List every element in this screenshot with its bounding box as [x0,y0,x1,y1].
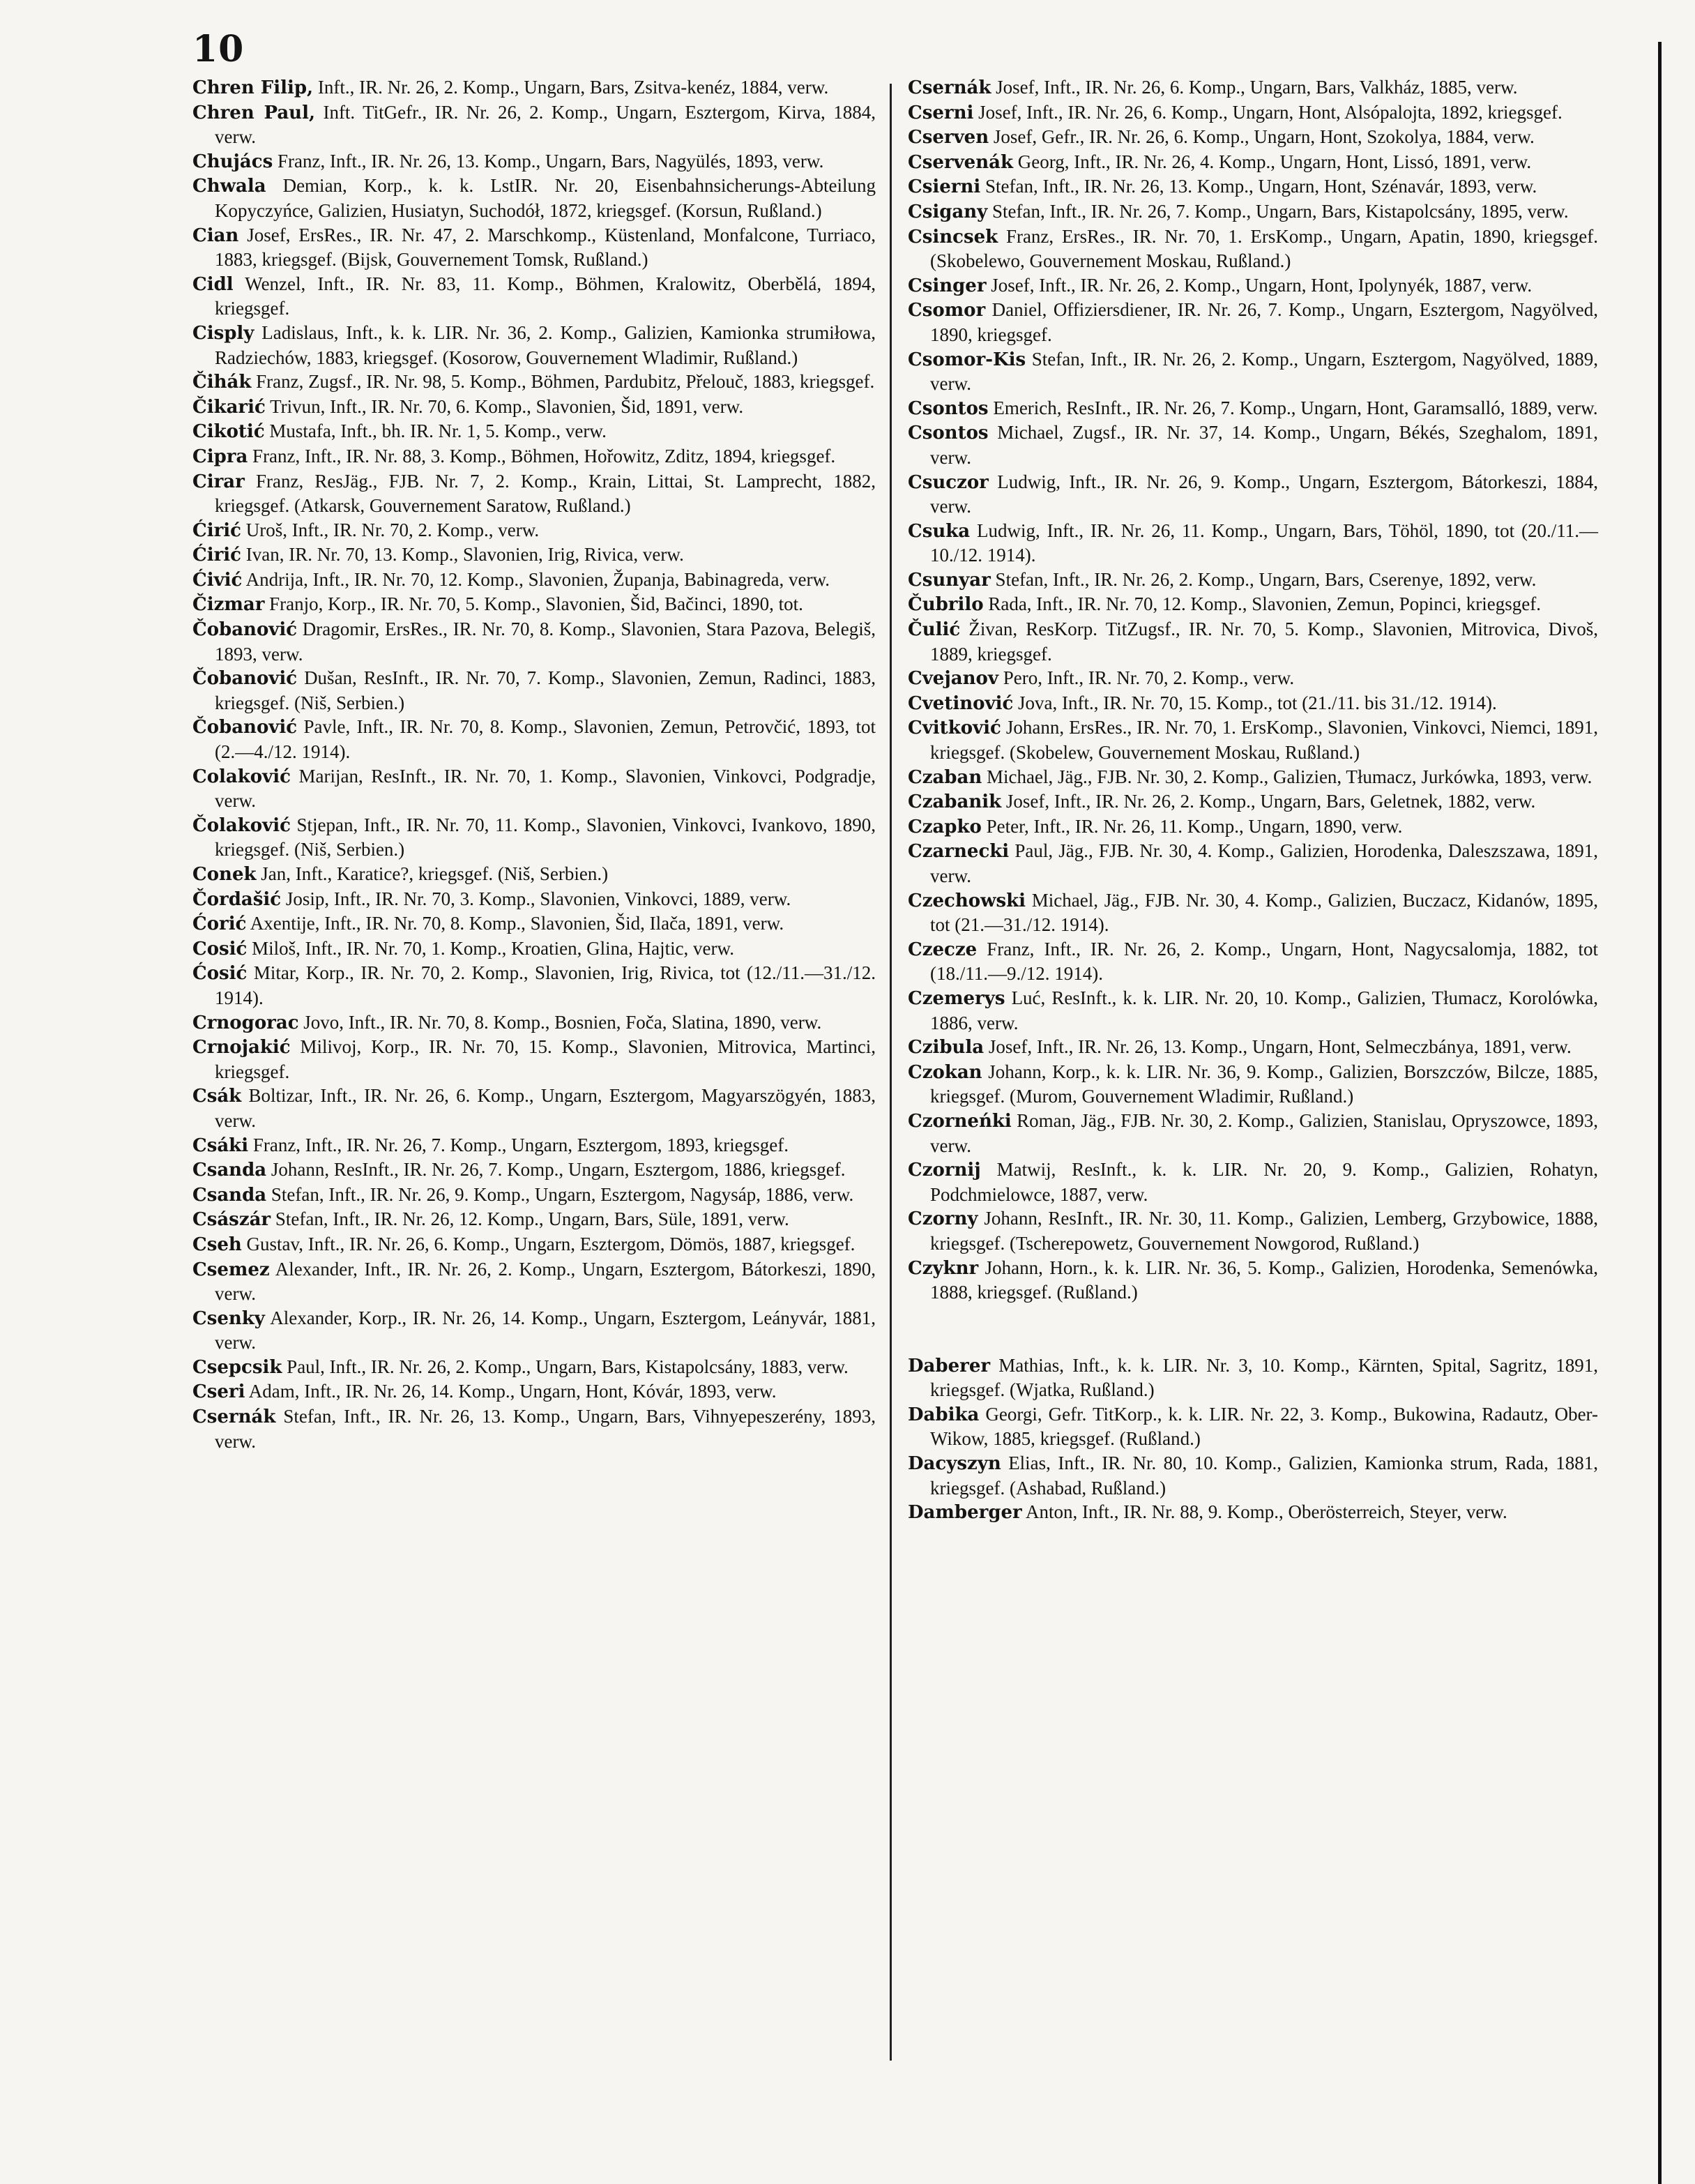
entry-details: Stefan, Inft., IR. Nr. 26, 9. Komp., Ungarn, Esztergom, Nagysáp, 1886, verw. [271,1183,854,1205]
casualty-entry [908,125,1598,150]
casualty-entry [908,666,1598,691]
casualty-entry [908,519,1598,568]
entry-details: Johann, ResInft., IR. Nr. 30, 11. Komp., Galizien, Lemberg, Grzybowice, 1888, kriegsgef. (Tscherepowetz, Gouvernement Nowgorod, Rußland.) [930,1208,1598,1254]
entry-name: Ćosić [192,963,248,985]
entry-name: Dabika [908,1404,980,1425]
casualty-entry [192,617,876,666]
casualty-entry [908,1353,1598,1402]
entry-details: Franz, Inft., IR. Nr. 26, 13. Komp., Ungarn, Bars, Nagyülés, 1893, verw. [277,150,824,172]
entry-name: Czorneńki [908,1110,1012,1132]
entry-name: Czecze [908,939,978,960]
entry-details: Matwij, ResInft., k. k. LIR. Nr. 20, 9. Komp., Galizien, Rohatyn, Podchmielowce, 1887, verw. [930,1159,1599,1205]
entry-details: Franz, Inft., IR. Nr. 88, 3. Komp., Böhmen, Hořowitz, Zditz, 1894, kriegsgef. [252,445,836,467]
entry-details: Inft., IR. Nr. 26, 2. Komp., Ungarn, Bars, Zsitva-kenéz, 1884, verw. [317,77,829,98]
entry-name: Czornij [908,1160,981,1181]
entry-name: Cseri [192,1381,245,1403]
casualty-entry [192,961,876,1010]
entry-name: Csomor [908,300,986,321]
casualty-entry [192,149,876,174]
casualty-entry [908,789,1598,814]
entry-details: Jova, Inft., IR. Nr. 70, 15. Komp., tot (21./11. bis 31./12. 1914). [1018,692,1497,713]
casualty-entry [192,223,876,272]
entry-details: Roman, Jäg., FJB. Nr. 30, 2. Komp., Galizien, Stanislau, Opryszowce, 1893, verw. [930,1109,1598,1156]
casualty-entry [908,715,1598,764]
casualty-entry [192,272,876,321]
casualty-entry [908,100,1598,126]
casualty-entry [192,395,876,420]
casualty-entry [192,543,876,568]
entry-name: Czarnecki [908,841,1010,863]
entry-details: Elias, Inft., IR. Nr. 80, 10. Komp., Galizien, Kamionka strum, Rada, 1881, kriegsgef. (Ashabad, Rußland.) [930,1453,1599,1499]
entry-name: Cikotić [192,421,265,443]
casualty-entry [908,691,1598,716]
entry-name: Chujács [192,151,273,172]
casualty-entry [908,199,1598,225]
section-gap [908,1305,1598,1353]
casualty-entry [908,986,1598,1035]
casualty-entry [192,518,876,543]
entry-name: Cirar [192,471,245,492]
entry-name: Csanda [192,1184,267,1206]
casualty-entry [908,1206,1598,1255]
casualty-entry [192,1133,876,1158]
entry-name: Cseh [192,1234,242,1255]
casualty-entry [192,444,876,469]
entry-details: Josef, Inft., IR. Nr. 26, 2. Komp., Ungarn, Hont, Ipolynyék, 1887, verw. [991,274,1533,296]
casualty-entry [192,1257,876,1306]
page-edge-line [1658,42,1662,2184]
casualty-entry [908,592,1598,617]
casualty-entry [192,911,876,936]
casualty-entry [908,420,1598,469]
entry-name: Cipra [192,446,248,467]
entry-details: Jan, Inft., Karatice?, kriegsgef. (Niš, Serbien.) [261,863,609,884]
entry-name: Cserven [908,127,989,149]
entry-name: Csincsek [908,226,998,248]
entry-name: Cvejanov [908,668,998,690]
entry-name: Csierni [908,176,981,198]
casualty-entry [908,1256,1598,1305]
casualty-entry [192,1035,876,1084]
entry-details: Dragomir, ErsRes., IR. Nr. 70, 8. Komp., Slavonien, Stara Pazova, Belegiš, 1893, verw. [215,619,876,665]
entry-details: Alexander, Korp., IR. Nr. 26, 14. Komp., Ungarn, Esztergom, Leányvár, 1881, verw. [215,1307,876,1353]
entry-name: Czibula [908,1037,985,1059]
entry-details: Georgi, Gefr. TitKorp., k. k. LIR. Nr. 22, 3. Komp., Bukowina, Radautz, Ober-Wikow, 1885, kriegsgef. (Rußland.) [930,1403,1598,1450]
entry-name: Čubrilo [908,594,984,616]
entry-details: Franjo, Korp., IR. Nr. 70, 5. Komp., Slavonien, Šid, Bačinci, 1890, tot. [269,593,803,615]
entry-details: Živan, ResKorp. TitZugsf., IR. Nr. 70, 5. Komp., Slavonien, Mitrovica, Divoš, 1889, kriegsgef. [930,619,1599,665]
entry-details: Peter, Inft., IR. Nr. 26, 11. Komp., Ungarn, 1890, verw. [986,815,1403,837]
entry-details: Stefan, Inft., IR. Nr. 26, 13. Komp., Ungarn, Bars, Vihnyepeszerény, 1893, verw. [215,1406,876,1452]
entry-name: Czechowski [908,890,1026,911]
entry-name: Csinger [908,275,987,296]
entry-name: Csenky [192,1307,265,1329]
entry-name: Ćorić [192,913,247,935]
entry-name: Ćirić [192,545,241,566]
entry-name: Čikarić [192,396,266,418]
entry-name: Cservenák [908,151,1013,173]
entry-details: Uroš, Inft., IR. Nr. 70, 2. Komp., verw. [245,519,540,540]
casualty-entry [192,666,876,715]
entry-name: Czyknr [908,1257,979,1279]
casualty-entry [192,1183,876,1208]
entry-details: Ludwig, Inft., IR. Nr. 26, 9. Komp., Ungarn, Esztergom, Bátorkeszi, 1884, verw. [930,471,1599,517]
entry-name: Császár [192,1209,271,1231]
entry-details: Pavle, Inft., IR. Nr. 70, 8. Komp., Slavonien, Zemun, Petrovčić, 1893, tot (2.—4./12. 1914). [215,716,876,763]
casualty-entry [908,298,1598,347]
casualty-entry [192,1084,876,1132]
casualty-entry [908,839,1598,888]
casualty-entry [192,370,876,395]
entry-name: Damberger [908,1502,1022,1524]
entry-details: Ludwig, Inft., IR. Nr. 26, 11. Komp., Ungarn, Bars, Töhöl, 1890, tot (20./11.—10./12. 1914). [930,520,1598,566]
page-number: 10 [192,28,245,70]
entry-name: Cidl [192,273,234,295]
left-column [192,75,876,1453]
entry-details: Milivoj, Korp., IR. Nr. 70, 15. Komp., Slavonien, Mitrovica, Martinci, kriegsgef. [215,1036,876,1082]
entry-details: Axentije, Inft., IR. Nr. 70, 8. Komp., Slavonien, Šid, Ilača, 1891, verw. [250,913,784,934]
entry-details: Josef, Inft., IR. Nr. 26, 6. Komp., Ungarn, Hont, Alsópalojta, 1892, kriegsgef. [978,101,1563,123]
entry-name: Čordašić [192,888,282,910]
right-column [908,75,1598,1525]
entry-name: Czemerys [908,987,1005,1009]
entry-details: Marijan, ResInft., IR. Nr. 70, 1. Komp., Slavonien, Vinkovci, Podgradje, verw. [215,765,876,812]
entry-details: Inft. TitGefr., IR. Nr. 26, 2. Komp., Ungarn, Esztergom, Kirva, 1884, verw. [215,101,876,148]
entry-details: Franz, ErsRes., IR. Nr. 70, 1. ErsKomp., Ungarn, Apatin, 1890, kriegsgef. (Skobelewo, Gouvernement Moskau, Rußland.) [930,225,1598,272]
entry-details: Adam, Inft., IR. Nr. 26, 14. Komp., Ungarn, Hont, Kóvár, 1893, verw. [248,1381,777,1402]
casualty-entry [908,174,1598,199]
entry-name: Čobanović [192,717,298,738]
entry-details: Ladislaus, Inft., k. k. LIR. Nr. 36, 2. Komp., Galizien, Kamionka strumiłowa, Radziechów, 1883, kriegsgef. (Kosorow, Gouvernement Wladimir, Rußland.) [215,321,876,368]
entry-name: Dacyszyn [908,1453,1001,1475]
entry-name: Conek [192,864,257,885]
entry-details: Josef, Inft., IR. Nr. 26, 13. Komp., Ungarn, Hont, Selmeczbánya, 1891, verw. [988,1036,1572,1058]
entry-details: Stjepan, Inft., IR. Nr. 70, 11. Komp., Slavonien, Vinkovci, Ivankovo, 1890, kriegsgef. (Niš, Serbien.) [215,814,876,860]
entry-name: Čobanović [192,619,298,641]
entry-details: Luć, ResInft., k. k. LIR. Nr. 20, 10. Komp., Galizien, Tłumacz, Korolówka, 1886, verw. [930,987,1599,1033]
casualty-entry [192,469,876,518]
casualty-entry [908,1158,1598,1206]
entry-name: Cian [192,225,239,246]
entry-details: Paul, Jäg., FJB. Nr. 30, 4. Komp., Galizien, Horodenka, Daleszszawa, 1891, verw. [930,840,1598,886]
entry-name: Csuczor [908,471,989,493]
entry-name: Csáki [192,1135,249,1156]
entry-name: Csomor-Kis [908,349,1026,370]
casualty-entry [908,765,1598,790]
casualty-entry [192,1355,876,1380]
casualty-entry [192,1379,876,1404]
entry-name: Ćirić [192,520,241,541]
entry-details: Dušan, ResInft., IR. Nr. 70, 7. Komp., Slavonien, Zemun, Radinci, 1883, kriegsgef. (Niš, Serbien.) [215,667,876,713]
entry-name: Cvetinović [908,692,1014,714]
casualty-entry [908,75,1598,100]
entry-details: Stefan, Inft., IR. Nr. 26, 12. Komp., Ungarn, Bars, Süle, 1891, verw. [275,1208,789,1230]
entry-details: Franz, Inft., IR. Nr. 26, 2. Komp., Ungarn, Hont, Nagycsalomja, 1882, tot (18./11.—9./12. 1914). [930,938,1598,985]
casualty-entry [908,1402,1598,1451]
entry-name: Čihák [192,372,252,393]
entry-name: Cisply [192,322,254,344]
entry-name: Cosić [192,938,248,960]
entry-name: Csernák [908,77,991,98]
entry-details: Boltizar, Inft., IR. Nr. 26, 6. Komp., Ungarn, Esztergom, Magyarszögyén, 1883, verw. [215,1085,876,1131]
entry-details: Franz, Inft., IR. Nr. 26, 7. Komp., Ungarn, Esztergom, 1893, kriegsgef. [252,1134,789,1155]
entry-name: Czokan [908,1061,982,1083]
entry-details: Demian, Korp., k. k. LstIR. Nr. 20, Eisenbahnsicherungs-Abteilung Kopyczyńce, Galizien, Husiatyn, Suchodół, 1872, kriegsgef. (Korsun, Rußland.) [215,175,876,221]
entry-name: Crnojakić [192,1037,291,1059]
entry-details: Jovo, Inft., IR. Nr. 70, 8. Komp., Bosnien, Foča, Slatina, 1890, verw. [303,1011,822,1033]
entry-details: Daniel, Offiziersdiener, IR. Nr. 26, 7. Komp., Ungarn, Esztergom, Nagyölved, 1890, kriegsgef. [930,299,1599,345]
entry-details: Johann, Horn., k. k. LIR. Nr. 36, 5. Komp., Galizien, Horodenka, Semenówka, 1888, kriegsgef. (Rußland.) [930,1257,1599,1303]
entry-details: Trivun, Inft., IR. Nr. 70, 6. Komp., Slavonien, Šid, 1891, verw. [270,395,744,417]
entry-details: Ivan, IR. Nr. 70, 13. Komp., Slavonien, Irig, Rivica, verw. [245,544,684,566]
casualty-entry [192,100,876,149]
entry-name: Čulić [908,619,961,641]
entry-details: Wenzel, Inft., IR. Nr. 83, 11. Komp., Böhmen, Kralowitz, Oberbělá, 1894, kriegsgef. [215,273,876,319]
entry-details: Stefan, Inft., IR. Nr. 26, 7. Komp., Ungarn, Bars, Kistapolcsány, 1895, verw. [992,200,1569,222]
entry-name: Ćivić [192,569,243,591]
entry-details: Michael, Jäg., FJB. Nr. 30, 2. Komp., Galizien, Tłumacz, Jurkówka, 1893, verw. [986,766,1593,787]
entry-details: Miloš, Inft., IR. Nr. 70, 1. Komp., Kroatien, Glina, Hajtic, verw. [252,937,735,959]
entry-details: Paul, Inft., IR. Nr. 26, 2. Komp., Ungarn, Bars, Kistapolcsány, 1883, verw. [287,1356,849,1377]
casualty-entry [192,568,876,593]
casualty-entry [192,75,876,100]
entry-name: Cvitković [908,718,1001,739]
entry-name: Csunyar [908,569,991,591]
entry-details: Franz, ResJäg., FJB. Nr. 7, 2. Komp., Krain, Littai, St. Lamprecht, 1882, kriegsgef. (Atkarsk, Gouvernement Saratow, Rußland.) [215,470,876,517]
entry-name: Daberer [908,1355,991,1377]
casualty-entry [908,1109,1598,1158]
entry-name: Csontos [908,397,989,419]
casualty-entry [192,419,876,444]
entry-details: Emerich, ResInft., IR. Nr. 26, 7. Komp., Ungarn, Hont, Garamsalló, 1889, verw. [993,397,1598,418]
entry-name: Chren Filip, [192,77,314,98]
casualty-entry [192,1207,876,1232]
casualty-entry [192,592,876,617]
casualty-entry [192,1232,876,1257]
casualty-entry [908,1451,1598,1500]
casualty-entry [908,1500,1598,1525]
entry-name: Csigany [908,201,988,222]
casualty-entry [908,396,1598,421]
entry-details: Stefan, Inft., IR. Nr. 26, 13. Komp., Ungarn, Hont, Szénavár, 1893, verw. [985,176,1537,197]
casualty-entry [908,814,1598,840]
entry-details: Gustav, Inft., IR. Nr. 26, 6. Komp., Ungarn, Esztergom, Dömös, 1887, kriegsgef. [246,1233,856,1254]
entry-details: Michael, Zugsf., IR. Nr. 37, 14. Komp., Ungarn, Békés, Szeghalom, 1891, verw. [930,422,1598,468]
casualty-entry [908,1035,1598,1060]
casualty-entry [908,347,1598,396]
entry-details: Johann, ResInft., IR. Nr. 26, 7. Komp., Ungarn, Esztergom, 1886, kriegsgef. [271,1159,846,1181]
casualty-entry [192,813,876,862]
entry-details: Georg, Inft., IR. Nr. 26, 4. Komp., Ungarn, Hont, Lissó, 1891, verw. [1017,151,1532,172]
entry-name: Csanda [192,1160,267,1181]
entry-name: Czabanik [908,791,1002,813]
entry-name: Čobanović [192,668,298,690]
entry-name: Csák [192,1086,242,1107]
entry-details: Stefan, Inft., IR. Nr. 26, 2. Komp., Ungarn, Bars, Cserenye, 1892, verw. [995,568,1537,590]
entry-details: Josip, Inft., IR. Nr. 70, 3. Komp., Slavonien, Vinkovci, 1889, verw. [285,888,791,909]
entry-name: Csernák [192,1406,276,1428]
casualty-entry [908,150,1598,175]
entry-name: Cserni [908,102,974,123]
casualty-entry [192,887,876,912]
casualty-entry [908,273,1598,298]
entry-details: Josef, ErsRes., IR. Nr. 47, 2. Marschkomp., Küstenland, Monfalcone, Turriaco, 1883, kriegsgef. (Bijsk, Gouvernement Tomsk, Rußland.) [215,224,876,271]
entry-details: Franz, Zugsf., IR. Nr. 98, 5. Komp., Böhmen, Pardubitz, Přelouč, 1883, kriegsgef. [256,371,875,393]
entry-details: Johann, Korp., k. k. LIR. Nr. 36, 9. Komp., Galizien, Borszczów, Bilcze, 1885, kriegsgef. (Murom, Gouvernement Wladimir, Rußland.) [930,1061,1598,1107]
entry-name: Chwala [192,176,266,197]
entry-name: Czorny [908,1208,978,1230]
entry-details: Mitar, Korp., IR. Nr. 70, 2. Komp., Slavonien, Irig, Rivica, tot (12./11.—31./12. 1914). [215,962,876,1008]
entry-details: Anton, Inft., IR. Nr. 88, 9. Komp., Oberösterreich, Steyer, verw. [1026,1501,1507,1523]
entry-name: Czapko [908,816,982,837]
entry-details: Alexander, Inft., IR. Nr. 26, 2. Komp., Ungarn, Esztergom, Bátorkeszi, 1890, verw. [215,1258,876,1305]
entry-details: Andrija, Inft., IR. Nr. 70, 12. Komp., Slavonien, Županja, Babinagreda, verw. [245,568,830,590]
entry-name: Csemez [192,1259,270,1280]
entry-name: Csepcsik [192,1356,282,1378]
entry-details: Rada, Inft., IR. Nr. 70, 12. Komp., Slavonien, Zemun, Popinci, kriegsgef. [988,593,1541,615]
casualty-entry [908,1060,1598,1109]
entry-name: Csontos [908,423,989,444]
entry-name: Čizmar [192,594,265,616]
casualty-entry [192,936,876,962]
entry-details: Mathias, Inft., k. k. LIR. Nr. 3, 10. Komp., Kärnten, Spital, Sagritz, 1891, kriegsgef. (Wjatka, Rußland.) [930,1354,1599,1401]
casualty-entry [908,225,1598,273]
casualty-entry [192,764,876,813]
casualty-entry [192,174,876,222]
casualty-entry [192,1158,876,1183]
casualty-entry [908,470,1598,519]
entry-name: Colaković [192,766,291,787]
casualty-entry [908,568,1598,593]
entry-name: Čolaković [192,814,291,836]
entry-details: Mustafa, Inft., bh. IR. Nr. 1, 5. Komp., verw. [269,420,607,442]
entry-details: Johann, ErsRes., IR. Nr. 70, 1. ErsKomp., Slavonien, Vinkovci, Niemci, 1891, kriegsgef. (Skobelew, Gouvernement Moskau, Rußland.) [930,717,1599,764]
casualty-entry [908,617,1598,666]
casualty-entry [192,1404,876,1453]
entry-details: Michael, Jäg., FJB. Nr. 30, 4. Komp., Galizien, Buczacz, Kidanów, 1895, tot (21.—31./12. 1914). [930,889,1598,936]
casualty-entry [192,715,876,764]
entry-name: Chren Paul, [192,102,316,123]
entry-name: Crnogorac [192,1012,299,1033]
casualty-entry [192,862,876,887]
casualty-entry [192,321,876,370]
casualty-entry [192,1010,876,1036]
casualty-entry [908,937,1598,986]
entry-details: Josef, Inft., IR. Nr. 26, 2. Komp., Ungarn, Bars, Geletnek, 1882, verw. [1005,791,1536,812]
entry-name: Csuka [908,520,971,542]
entry-details: Josef, Gefr., IR. Nr. 26, 6. Komp., Ungarn, Hont, Szokolya, 1884, verw. [993,126,1535,148]
casualty-entry [908,888,1598,937]
column-divider [890,84,892,2061]
entry-details: Josef, Inft., IR. Nr. 26, 6. Komp., Ungarn, Bars, Valkház, 1885, verw. [996,77,1518,98]
casualty-entry [192,1306,876,1355]
entry-details: Pero, Inft., IR. Nr. 70, 2. Komp., verw. [1003,667,1295,689]
entry-details: Stefan, Inft., IR. Nr. 26, 2. Komp., Ungarn, Esztergom, Nagyölved, 1889, verw. [930,348,1598,395]
entry-name: Czaban [908,766,982,788]
